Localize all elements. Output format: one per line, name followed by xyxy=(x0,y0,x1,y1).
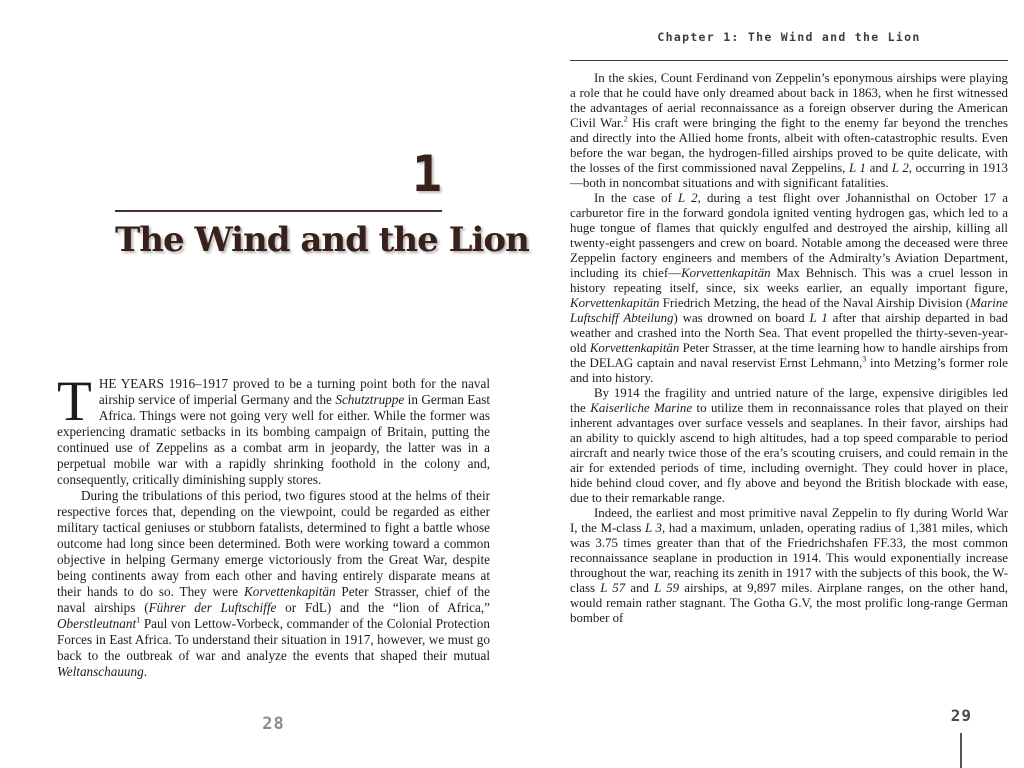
paragraph-text: HE YEARS 1916–1917 proved to be a turning point both for the naval airship service of imperial Germany and the Schutztruppe in German East Africa. Things were not going very well for either. While the former was experiencing dramatic setbacks in its bombing campaign of Britain, putting the continued use of Zeppelins as a combat arm in jeopardy, the latter was in a perpetual mobile war with a rapidly shrinking foothold in the colony and, consequently, critically diminishing supply stores. xyxy=(57,376,490,487)
paragraph: During the tribulations of this period, two figures stood at the helms of their respective forces that, depending on the viewpoint, could be regarded as either military tactical geniuses or stubborn fatalists, determined to fight a battle whose outcome had long since been determined. Both were working toward a common objective in helping Germany emerge victoriously from the Great War, despite being continents away from each other and having entirely disparate means at their hands to do so. They were Korvettenkapitän Peter Strasser, chief of the naval airships (Führer der Luftschiffe or FdL) and the “lion of Africa,” Oberstleutnant$^1$ Paul von Lettow-Vorbeck, commander of the Colonial Protection Forces in East Africa. To understand their situation in 1917, however, we must go back to the outbreak of war and analyze the events that shaped their mutual Weltanschauung. xyxy=(57,488,490,679)
chapter-title: The Wind and the Lion xyxy=(115,220,529,260)
paragraph: In the skies, Count Ferdinand von Zeppelin’s eponymous airships were playing a role that he could have only dreamed about back in 1863, when he first witnessed the advantages of aerial reconnaissance as a foreign observer during the American Civil War.$^2$ His craft were bringing the fight to the enemy far beyond the trenches and directly into the Allied home fronts, albeit with often-catastrophic results. Even before the war began, the hydrogen-filled airships proved to be quite delicate, with the losses of the first commissioned naval Zeppelins, L 1 and L 2, occurring in 1913—both in noncombat situations and with significant fatalities. xyxy=(570,71,1009,190)
paragraph xyxy=(57,370,490,488)
page-left xyxy=(57,0,529,768)
page-number-left: 28 xyxy=(262,714,285,734)
paragraph: In the case of L 2, during a test flight over Johannisthal on October 17 a carburetor fire in the forward gondola ignited venting hydrogen gas, which led to a huge tongue of flames that quickly engulfed and destroyed the airship, killing all twenty-eight passengers and crew on board. Notable among the deceased were three Zeppelin factory engineers and members of the Admiralty’s Aviation Department, including its chief—Korvettenkapitän Max Behnisch. This was a cruel lesson in history repeating itself, since, six weeks earlier, an equally important figure, Korvettenkapitän Friedrich Metzing, the head of the Naval Airship Division (Marine Luftschiff Abteilung) was drowned on board L 1 after that airship departed in bad weather and crashed into the North Sea. That event propelled the thirty-seven-year-old Korvettenkapitän Peter Strasser, at the time learning how to handle airships from the DELAG captain and naval reservist Ernst Lehmann,$^3$ into Metzing’s former role and into history. xyxy=(570,191,1008,385)
chapter-heading xyxy=(115,145,529,260)
drop-cap: T xyxy=(57,370,92,433)
running-header: Chapter 1: The Wind and the Lion xyxy=(657,30,921,44)
left-page-body xyxy=(57,370,490,680)
running-header-rule xyxy=(570,60,1008,61)
page-right xyxy=(570,0,1008,768)
corner-rule xyxy=(960,733,962,768)
paragraph: Indeed, the earliest and most primitive naval Zeppelin to fly during World War I, the M-class L 3, had a maximum, unladen, operating radius of 1,381 miles, which was 3.75 times greater than that of the Friedrichshafen FF.33, the most common reconnaissance seaplane in production in 1914. This would exponentially increase throughout the war, reaching its zenith in 1917 with the subjects of this book, the W-class L 57 and L 59 airships, at 9,897 miles. Airplane ranges, on the other hand, would remain rather stagnant. The Gotha G.V, the most prolific long-range German bomber of xyxy=(570,506,1008,625)
paragraph: By 1914 the fragility and untried nature of the large, expensive dirigibles led the Kaiserliche Marine to utilize them in reconnaissance roles that played on their inherent advantages over surface vessels and seaplanes. In their favor, airships had an ability to quickly ascend to high altitudes, had a top speed comparable to period aircraft and nearly twice those of the era’s scouting cruisers, and could remain in the air for extended periods of time, including overnight. They could hover in place, hide behind cloud cover, and fly above and beyond the British blockade with ease, due to their remarkable range. xyxy=(570,386,1008,505)
chapter-heading-rule xyxy=(115,210,442,212)
right-page-body xyxy=(570,71,1008,626)
page-number-right: 29 xyxy=(950,706,972,725)
chapter-number: 1 xyxy=(411,145,442,203)
